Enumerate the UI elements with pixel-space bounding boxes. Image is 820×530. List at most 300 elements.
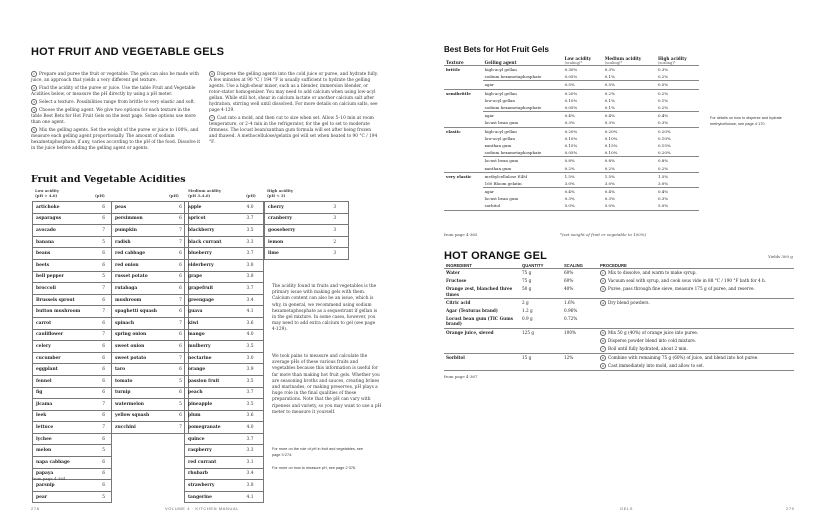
scaling: 0.72% [564,315,578,321]
low-acidity-value: 0.20% [563,89,603,97]
ph-value: 6 [176,271,188,283]
scaling-label: (scaling)* [657,61,676,65]
ph-value: 7 [99,225,111,237]
recipe-row [444,328,794,337]
acidity-row [185,399,264,411]
produce-name: rutabaga [112,283,177,295]
acidity-row [185,375,264,387]
high-acidity-value: 0.15% [657,142,671,148]
high-acidity-value: 0.2% [657,105,669,111]
scaling [562,337,598,345]
ph-value: 7 [99,399,111,411]
step-item [31,99,201,106]
acidity-row [185,202,264,214]
steps-column-1 [31,71,201,153]
produce-name: blueberry [185,248,244,260]
quantity [520,362,562,371]
ph-value: 3.3 [244,445,264,457]
produce-name: broccoli [33,283,100,295]
acidity-row [112,352,189,364]
high-acidity-value: 0.1% [657,97,669,103]
procedure [598,285,794,299]
recipe-row [444,337,794,345]
best-bets-title: Best Bets for Hot Fruit Gels [444,45,549,54]
produce-name: apple [185,202,244,214]
ph-value: 3.5 [244,375,264,387]
procedure [598,307,794,315]
ph-value: 5 [176,375,188,387]
best-bets-row [444,164,699,172]
acidity-row [185,352,264,364]
texture-cell: semibrittle [444,89,483,97]
medium-acidity-table [184,201,264,503]
low-acidity-value: 0.2% [564,165,575,171]
acidity-row [33,329,112,341]
produce-name: orange [185,364,244,376]
step-number-icon: 7 [600,346,606,352]
quantity-header: QUANTITY [520,263,562,269]
step-item [31,107,201,126]
quantity: 1.2 g [522,308,533,313]
low-acidity-value: 3.0% [564,180,575,186]
best-bets-table [444,56,699,211]
acidity-row [33,352,112,364]
medium-acidity-header [188,188,221,198]
best-bets-footnote: *(set weight of fruit or vegetable to 100%) [560,232,647,237]
produce-name: pear [33,491,100,503]
acidity-row [33,236,112,248]
acidity-row [33,364,112,376]
page-number-right: 279 [786,506,795,511]
step-text: Prepare and puree the fruit or vegetable. The gels can also be made with juice, an approach that yields a very different gel texture. [31,72,199,83]
ph-value: 3.4 [244,294,264,306]
ph-value: 7 [176,225,188,237]
best-bets-row [444,127,699,135]
acidity-row [185,236,264,248]
texture-cell [444,81,483,89]
ph-value: 5 [99,271,111,283]
procedure-text: Disperse powder blend into cold mixture. [608,337,697,343]
acidity-row [185,410,264,422]
procedure-text: Mix to dissolve, and warm to make syrup. [608,270,697,275]
best-bets-row [444,66,699,74]
acidity-row [185,341,264,353]
produce-name: bell pepper [33,271,100,283]
acidity-row [112,225,189,237]
ph-value: 6 [99,387,111,399]
produce-name: mushroom [112,294,177,306]
recipe-yield: Yields 300 g [768,254,793,259]
ph-value: 5 [99,491,111,503]
recipe-title: HOT ORANGE GEL [444,250,548,262]
quantity: 2 g [520,299,562,308]
gelling-agent: locust bean gum [484,196,519,202]
ph-header-2: (pH) [169,193,179,198]
produce-name: gooseberry [265,225,331,237]
produce-name: jicama [33,399,100,411]
ph-value: 4.0 [244,422,264,434]
medium-acidity-value: 0.2% [603,89,656,97]
ph-value: 7 [99,422,111,434]
low-acidity-value: 0.3% [564,196,575,202]
ph-value: 6 [99,213,111,225]
ph-value: 6 [99,480,111,492]
ph-value: 4.0 [244,329,264,341]
ph-value: 3 [330,225,348,237]
high-acidity-value: 0.10% [657,135,671,141]
recipe-row [444,307,794,315]
ingredient: Fructose [446,278,467,283]
procedure-text: Puree, pass through fine sieve, measure 175 g of puree, and reserve. [608,286,755,291]
produce-name: lime [265,248,331,260]
ph-value: 7 [99,329,111,341]
produce-name: fennel [33,375,100,387]
ph-value: 6 [99,410,111,422]
ph-value: 3.8 [244,259,264,271]
produce-name: turnip [112,387,177,399]
best-bets-row [444,149,699,157]
low-acidity-value: 5.0% [563,202,603,210]
produce-name: yellow squash [112,410,177,422]
acidity-row [112,248,189,260]
produce-name: spaghetti squash [112,306,177,318]
gelling-agent: locust bean gum [484,120,519,126]
produce-name: mango [185,329,244,341]
ph-value: 4.1 [244,306,264,318]
gelling-agent: low-acyl gellan [484,97,516,103]
ingredient [444,362,520,371]
produce-name: rhubarb [185,468,244,480]
best-bets-row [444,172,699,180]
high-acidity-value: 0.3% [657,67,669,73]
scaling [562,345,598,354]
produce-name: lychee [33,433,100,445]
texture-cell [444,202,483,210]
acidity-row [185,271,264,283]
step-item [31,85,201,98]
acidity-row [112,341,189,353]
texture-cell [444,188,483,196]
scaling: 12% [562,353,598,362]
ph-value: 5 [99,236,111,248]
best-bets-row [444,135,699,142]
recipe-table [444,263,794,371]
produce-name: nectarine [185,352,244,364]
ph-value: 3.7 [244,213,264,225]
acidity-row [265,248,349,260]
step-number-icon: 6 [209,71,215,77]
produce-name: button mushroom [33,306,100,318]
produce-name: quince [185,433,244,445]
scaling: 40% [564,286,574,291]
ph-value: 6 [99,468,111,480]
texture-cell [444,142,483,149]
recipe-source: from page 4·367 [444,374,478,379]
acidity-row [185,213,264,225]
ingredient: Orange zest, blanched three times [446,286,513,297]
scaling [562,362,598,371]
ph-value: 6 [176,202,188,214]
gelling-agent: sodium hexametaphosphate [484,150,542,156]
ingredient: Orange juice, sieved [444,328,520,337]
ph-role-note: For more on the role of pH in fruit and vegetables, see page 3·274. [272,447,363,457]
texture-cell [444,104,483,112]
medium-acidity-value: 0.1% [604,74,615,80]
produce-name: lemon [265,236,331,248]
best-bets-row [444,104,699,112]
produce-name: mulberry [185,341,244,353]
procedure [598,299,794,308]
produce-name: russet potato [112,271,177,283]
produce-name: elderberry [185,259,244,271]
produce-name: raspberry [185,445,244,457]
gelling-agent: sodium hexametaphosphate [484,74,542,80]
scaling-label: (scaling)* [604,61,623,65]
best-bets-row [444,195,699,202]
recipe-row [444,269,794,278]
texture-header: Texture [444,56,483,66]
acidity-row [112,422,189,434]
step-item [31,127,201,152]
step-number-icon: 3 [600,286,606,292]
scaling-header: SCALING [562,263,598,269]
low-acidity-col-header [563,56,603,66]
page-title: HOT FRUIT AND VEGETABLE GELS [31,46,225,58]
ph-value: 3 [330,213,348,225]
procedure [598,269,794,278]
low-acidity-value: 0.8% [563,157,603,165]
gelling-agent: xanthan gum [484,165,512,171]
low-acidity-label: Low acidity [35,188,60,193]
ph-value: 3.1 [244,457,264,469]
best-bets-row [444,157,699,165]
acidity-row [112,317,189,329]
produce-name: cauliflower [33,329,100,341]
ph-value: 3 [330,248,348,260]
step-number-icon: 4 [31,107,37,113]
acidity-row [112,283,189,295]
low-acidity-col-label: Low acidity [564,56,592,61]
steps-column-2 [209,71,379,147]
quantity: 75 g [522,270,532,275]
medium-acidity-value: 3.0% [604,180,615,186]
ph-value: 3.8 [244,271,264,283]
ph-value: 3.7 [244,283,264,295]
step-number-icon: 5 [600,330,606,336]
gelling-agent: sorbitol [483,202,563,210]
recipe-row [444,285,794,299]
step-number-icon: 1 [600,270,606,276]
acidity-row [33,317,112,329]
ph-value: 7 [99,306,111,318]
produce-name: strawberry [185,480,244,492]
best-bets-row [444,97,699,104]
ph-value: 7 [176,422,188,434]
produce-name: kiwi [185,317,244,329]
acidity-row [33,445,112,457]
texture-cell: very elastic [444,172,483,180]
procedure-text: Cast immediately into mold, and allow to set. [608,362,705,368]
medium-acidity-value: 0.10% [604,150,618,156]
acidity-row [112,294,189,306]
ph-header-1: (pH) [95,193,105,198]
step-text: Cast into a mold, and then cut to size when set. Allow 5–10 min at room temperature, or 2–4 min in the refrigerator, for the gel to set to moderate firmness. The locust bean/xanthan gum formula will set after being frozen and thawed. A methocellulose/gelatin gel will set when heated to 90 °C / 194 °F. [209,116,378,145]
produce-name: tomato [112,375,177,387]
step-item [209,115,379,146]
procedure [598,337,794,345]
acidity-row [112,364,189,376]
medium-acidity-value: 0.3% [604,67,615,73]
medium-acidity-value: 0.15% [604,142,618,148]
acidity-row [185,317,264,329]
ph-value: 7 [99,283,111,295]
gelling-agent: 160 Bloom gelatin [484,180,522,186]
low-acidity-table-2 [111,201,189,434]
procedure [598,328,794,337]
produce-name: pineapple [185,399,244,411]
procedure-text: Combine with remaining 75 g (60%) of juice, and blend into hot puree. [608,354,759,360]
acidity-row [33,202,112,214]
step-text: Find the acidity of the puree or juice. Use the table Fruit and Vegetable Acidities below, or measure the pH directly by using a pH meter. [31,86,196,97]
page-number-left: 278 [31,506,40,511]
texture-cell [444,73,483,81]
acidity-row [112,202,189,214]
acidity-row [33,271,112,283]
ingredient [444,345,520,354]
produce-name: pumpkin [112,225,177,237]
medium-acidity-value: 0.2% [604,165,615,171]
acidity-row [33,306,112,318]
scaling: 100% [562,328,598,337]
produce-name: cranberry [265,213,331,225]
produce-name: parsnip [33,480,100,492]
ph-value: 6 [99,294,111,306]
procedure-text: Mix 50 g (40%) of orange juice into puree. [608,329,699,335]
low-acidity-value: 0.15% [564,142,578,148]
methylcellulose-note: For details on how to disperse and hydrate methylcellulose, see page 4·170. [710,116,782,126]
best-bets-row [444,188,699,196]
step-number-icon: 2 [31,85,37,91]
produce-name: red currant [185,457,244,469]
ingredient: Locust bean gum (TIC Gums brand) [446,315,514,326]
produce-name: tangerine [185,491,244,503]
ph-header-3: (pH) [246,193,256,198]
produce-name: eggplant [33,364,100,376]
ph-value: 6 [99,375,111,387]
texture-cell: brittle [446,67,461,73]
gelling-agent: high-acyl gellan [483,89,563,97]
acidity-row [33,410,112,422]
ph-value: 3.6 [244,410,264,422]
ph-value: 6 [176,364,188,376]
best-bets-row [444,112,699,120]
procedure-text: Dry blend powders. [608,300,650,305]
ingredient [444,337,520,345]
acidity-row [112,271,189,283]
produce-name: peas [112,202,177,214]
high-acidity-value: 0.3% [657,196,669,202]
step-text: Select a texture. Possibilities range from brittle to very elastic and soft. [39,100,196,105]
produce-name: lettuce [33,422,100,434]
high-acidity-value: 0.3% [657,120,669,126]
ph-value: 7 [176,317,188,329]
quantity: 0.9 g [522,315,533,321]
medium-acidity-label: Medium acidity [188,188,222,193]
procedure [598,345,794,354]
scaling: 0.96% [564,308,578,313]
step-text: Mix the gelling agents. Set the weight of the puree or juice to 100%, and measure each gelling agent proportionally. The amount of sodium hexametaphosphate, if any, varies according to the pH of the food. Dissolve it in the juice before adding the gelling agent or agents. [31,128,201,151]
ph-value: 6 [99,364,111,376]
acidities-title: Fruit and Vegetable Acidities [31,174,186,185]
ph-value: 3.7 [244,248,264,260]
acidity-row [112,375,189,387]
produce-name: cherry [265,202,331,214]
quantity: 50 g [522,286,532,291]
acidity-row [185,387,264,399]
best-bets-row [444,81,699,89]
produce-name: persimmon [112,213,177,225]
running-head-right: GELS [620,506,634,511]
acidity-row [185,248,264,260]
ph-value: 6 [99,433,111,445]
acidity-row [112,259,189,271]
low-acidity-table-1 [32,201,112,503]
low-acidity-value: 0.05% [564,105,578,111]
acidity-row [185,433,264,445]
produce-name: grapefruit [185,283,244,295]
ph-value: 3.6 [244,317,264,329]
acidity-row [33,399,112,411]
medium-acidity-col-header [603,56,656,66]
recipe-row [444,299,794,308]
best-bets-row [444,180,699,188]
texture-cell [444,112,483,120]
ph-value: 6 [176,259,188,271]
low-acidity-value: 0.05% [564,150,578,156]
procedure-text: Vacuum seal with syrup, and cook sous vide in 88 °C / 190 °F bath for 4 h. [608,278,767,283]
acidity-row [185,259,264,271]
produce-name: napa cabbage [33,457,100,469]
medium-acidity-value: 0.3% [604,196,615,202]
produce-name: passion fruit [185,375,244,387]
acidity-row [33,375,112,387]
ph-value: 6 [176,329,188,341]
running-head-left: VOLUME 4 · KITCHEN MANUAL [165,506,240,511]
acidity-paragraph: The acidity found in fruits and vegetables is the primary issue with making gels with them. Calcium content can also be an issue, which is why, in general, we recommend using sodium hexametaphosphate as a sequestrant if gellan is in the gel mixture. In some cases, however, you may need to add extra calcium to gel (see page 4·129). [272,284,378,333]
ph-value: 5 [99,445,111,457]
agent-header: Gelling agent [483,56,563,66]
produce-name: zucchini [112,422,177,434]
produce-name: banana [33,236,100,248]
high-acidity-value: 0.4% [656,188,699,196]
procedure [598,277,794,285]
gelling-agent: high-acyl gellan [483,127,563,135]
medium-acidity-value: 0.8% [603,157,656,165]
ph-value: 4.0 [244,202,264,214]
acidity-row [33,387,112,399]
gelling-agent: agar [483,81,563,89]
produce-name: sweet onion [112,341,177,353]
step-number-icon: 4 [600,300,606,306]
quantity: 125 g [520,328,562,337]
ph-value: 3.5 [244,225,264,237]
low-acidity-value: 1.5% [563,172,603,180]
step-text: Choose the gelling agent. We give two options for each texture in the table Best Bets for Hot Fruit Gels on the next page. Some options use more than one agent. [31,108,196,125]
low-acidity-value: 0.5% [563,81,603,89]
acidity-row [185,306,264,318]
recipe-row [444,353,794,362]
produce-name: spinach [112,317,177,329]
